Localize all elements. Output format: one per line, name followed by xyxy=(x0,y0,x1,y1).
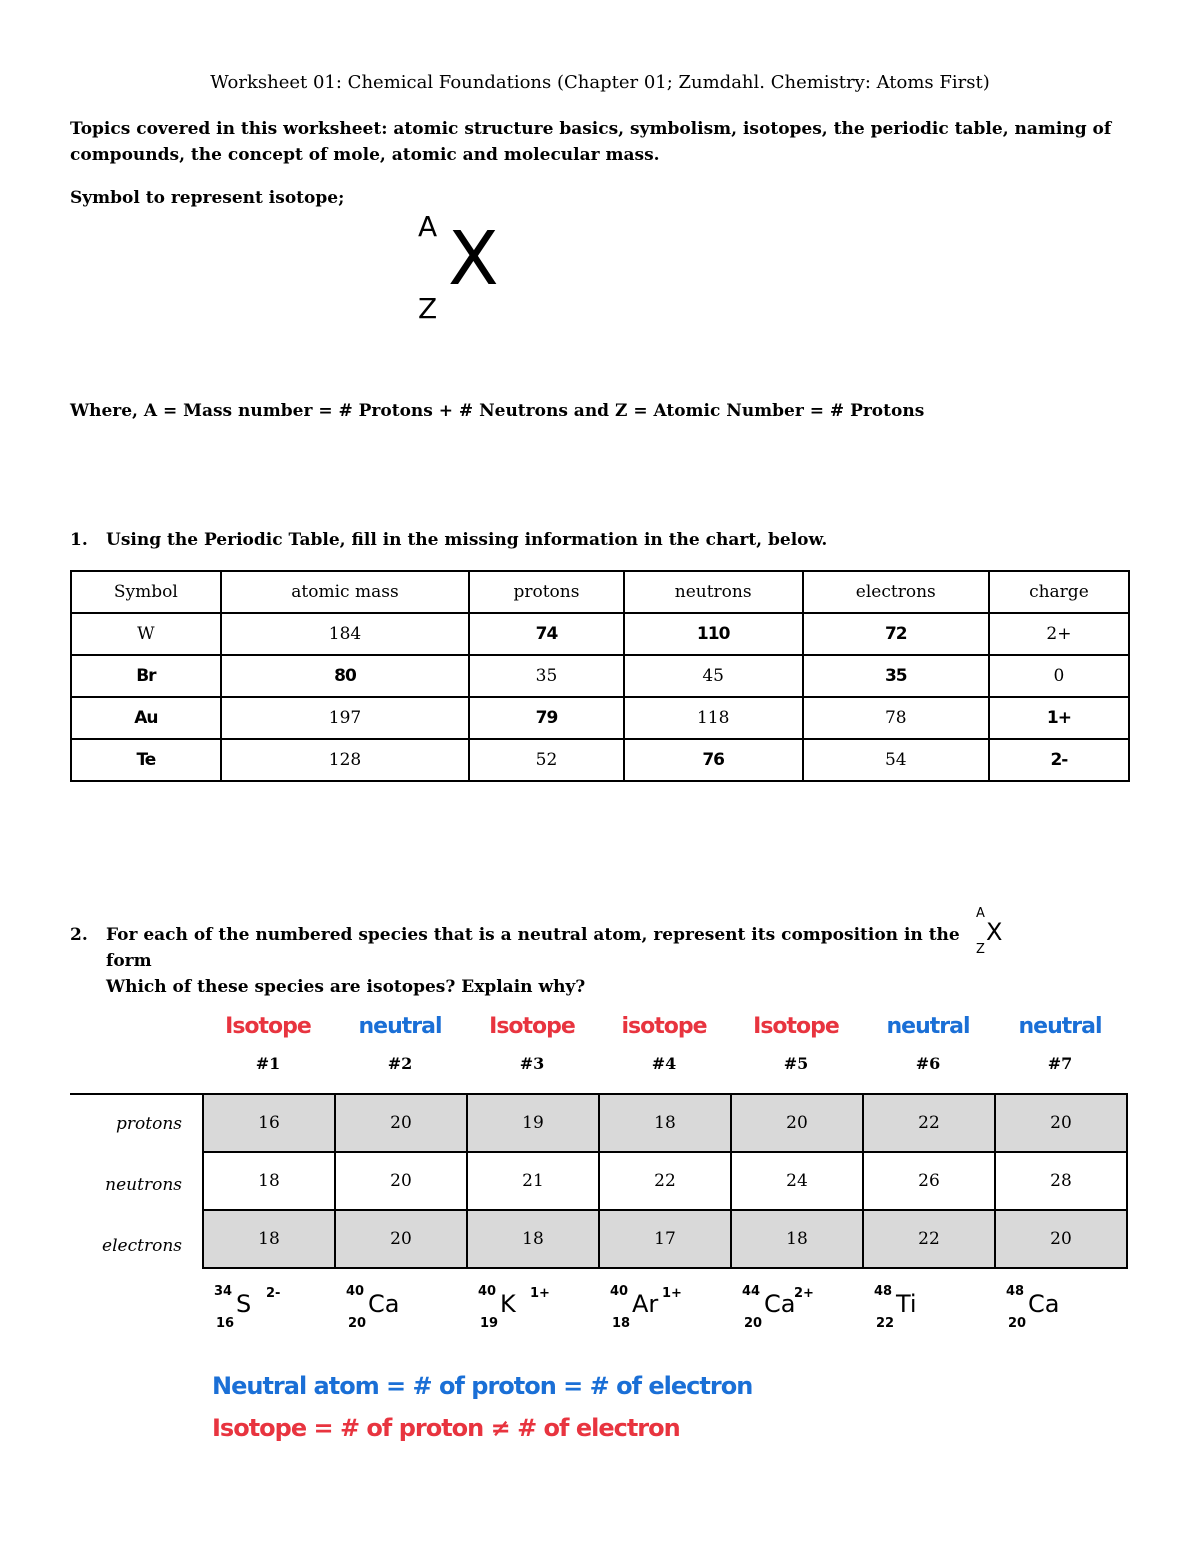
protons-cell: 18 xyxy=(599,1094,731,1152)
electrons-cell: 17 xyxy=(599,1210,731,1268)
isotope-symbol-caption: Symbol to represent isotope; xyxy=(70,188,345,208)
form-element-symbol: X xyxy=(986,918,1003,946)
notation-element: Ca xyxy=(764,1290,796,1318)
notation-charge: 2- xyxy=(266,1286,281,1301)
header-symbol: Symbol xyxy=(71,571,221,613)
species-number: #2 xyxy=(387,1054,413,1073)
form-mass-number-label: A xyxy=(976,906,985,921)
isotope-notation xyxy=(730,1282,862,1342)
electrons-cell: 20 xyxy=(995,1210,1127,1268)
isotope-mass-number-label: A xyxy=(418,210,438,243)
cell-protons-handwritten: 79 xyxy=(469,697,623,739)
neutrons-cell: 26 xyxy=(863,1152,995,1210)
neutrons-cell: 22 xyxy=(599,1152,731,1210)
notation-atomic: 16 xyxy=(216,1316,235,1331)
isotope-notation xyxy=(598,1282,730,1342)
species-numbers xyxy=(202,1054,1128,1078)
cell-neutrons-handwritten: 76 xyxy=(624,739,803,781)
notation-charge: 2+ xyxy=(794,1286,814,1301)
isotope-element-symbol: X xyxy=(448,216,499,302)
cell-neutrons: 118 xyxy=(624,697,803,739)
row-label-protons: protons xyxy=(116,1114,182,1134)
header-electrons: electrons xyxy=(803,571,989,613)
cell-atomic-mass: 128 xyxy=(221,739,469,781)
cell-atomic-mass-handwritten: 80 xyxy=(221,655,469,697)
species-number: #1 xyxy=(255,1054,281,1073)
protons-cell: 20 xyxy=(995,1094,1127,1152)
species-number: #6 xyxy=(915,1054,941,1073)
species-tag-2: neutral xyxy=(358,1014,442,1039)
cell-protons-handwritten: 74 xyxy=(469,613,623,655)
cell-electrons-handwritten: 72 xyxy=(803,613,989,655)
species-number: #4 xyxy=(651,1054,677,1073)
form-atomic-number-label: Z xyxy=(976,942,985,957)
protons-cell: 19 xyxy=(467,1094,599,1152)
species-number: #7 xyxy=(1047,1054,1073,1073)
electrons-cell: 18 xyxy=(731,1210,863,1268)
neutrons-cell: 18 xyxy=(203,1152,335,1210)
isotope-notation xyxy=(466,1282,598,1342)
table-row xyxy=(71,655,1129,697)
topics-covered: Topics covered in this worksheet: atomic structure basics, symbolism, isotopes, the periodic table, naming of compounds, the concept of mole, atomic and molecular mass. xyxy=(70,119,1112,165)
species-tag-6: neutral xyxy=(886,1014,970,1039)
table-row-electrons xyxy=(203,1210,1127,1268)
species-tag-4: isotope xyxy=(621,1014,707,1039)
table-row-neutrons xyxy=(203,1152,1127,1210)
question-1 xyxy=(70,530,827,550)
protons-cell: 22 xyxy=(863,1094,995,1152)
isotope-notation xyxy=(994,1282,1126,1342)
notation-atomic: 18 xyxy=(612,1316,631,1331)
notation-mass: 44 xyxy=(742,1284,761,1299)
isotope-notation xyxy=(202,1282,334,1342)
notation-atomic: 22 xyxy=(876,1316,895,1331)
notation-atomic: 20 xyxy=(1008,1316,1027,1331)
protons-cell: 20 xyxy=(335,1094,467,1152)
notation-mass: 48 xyxy=(1006,1284,1025,1299)
question-2-number: 2. xyxy=(70,925,88,945)
protons-cell: 16 xyxy=(203,1094,335,1152)
header-protons: protons xyxy=(469,571,623,613)
cell-electrons: 78 xyxy=(803,697,989,739)
neutrons-cell: 21 xyxy=(467,1152,599,1210)
notation-atomic: 20 xyxy=(744,1316,763,1331)
cell-charge: 0 xyxy=(989,655,1129,697)
electrons-cell: 22 xyxy=(863,1210,995,1268)
cell-atomic-mass: 184 xyxy=(221,613,469,655)
question-1-number: 1. xyxy=(70,530,88,550)
cell-neutrons-handwritten: 110 xyxy=(624,613,803,655)
cell-symbol-handwritten: Te xyxy=(71,739,221,781)
element-chart-header xyxy=(71,571,1129,613)
question-2-line-2: Which of these species are isotopes? Explain why? xyxy=(106,977,586,997)
table-row xyxy=(71,739,1129,781)
neutrons-cell: 20 xyxy=(335,1152,467,1210)
notation-element: Ca xyxy=(368,1290,400,1318)
header-atomic-mass: atomic mass xyxy=(221,571,469,613)
protons-cell: 20 xyxy=(731,1094,863,1152)
notation-atomic: 20 xyxy=(348,1316,367,1331)
header-neutrons: neutrons xyxy=(624,571,803,613)
species-tag-5: Isotope xyxy=(753,1014,839,1039)
electrons-cell: 20 xyxy=(335,1210,467,1268)
row-label-divider xyxy=(70,1093,202,1095)
worksheet-title: Worksheet 01: Chemical Foundations (Chapter 01; Zumdahl. Chemistry: Atoms First) xyxy=(210,72,990,93)
row-label-neutrons: neutrons xyxy=(105,1175,182,1195)
cell-electrons: 54 xyxy=(803,739,989,781)
cell-symbol-handwritten: Br xyxy=(71,655,221,697)
element-chart xyxy=(70,570,1130,782)
species-tags xyxy=(202,1014,1128,1054)
notation-charge: 1+ xyxy=(662,1286,682,1301)
isotope-notation xyxy=(334,1282,466,1342)
species-number: #5 xyxy=(783,1054,809,1073)
cell-symbol: W xyxy=(71,613,221,655)
notation-element: S xyxy=(236,1290,252,1318)
notation-mass: 34 xyxy=(214,1284,233,1299)
neutrons-cell: 24 xyxy=(731,1152,863,1210)
row-label-electrons: electrons xyxy=(102,1236,182,1256)
question-2-line-1: For each of the numbered species that is a neutral atom, represent its composition in the form xyxy=(106,925,960,971)
isotope-atomic-number-label: Z xyxy=(418,292,438,325)
neutrons-cell: 28 xyxy=(995,1152,1127,1210)
notation-mass: 48 xyxy=(874,1284,893,1299)
species-table xyxy=(202,1093,1128,1269)
cell-electrons-handwritten: 35 xyxy=(803,655,989,697)
cell-charge-handwritten: 1+ xyxy=(989,697,1129,739)
electrons-cell: 18 xyxy=(203,1210,335,1268)
table-row xyxy=(71,613,1129,655)
notation-mass: 40 xyxy=(346,1284,365,1299)
notation-element: Ti xyxy=(896,1290,917,1318)
notation-atomic: 19 xyxy=(480,1316,499,1331)
cell-protons: 35 xyxy=(469,655,623,697)
species-tag-1: Isotope xyxy=(225,1014,311,1039)
isotope-note: Isotope = # of proton ≠ # of electron xyxy=(212,1414,680,1442)
species-tag-7: neutral xyxy=(1018,1014,1102,1039)
cell-neutrons: 45 xyxy=(624,655,803,697)
cell-protons: 52 xyxy=(469,739,623,781)
electrons-cell: 18 xyxy=(467,1210,599,1268)
definition-line: Where, A = Mass number = # Protons + # Neutrons and Z = Atomic Number = # Protons xyxy=(70,401,925,421)
cell-charge: 2+ xyxy=(989,613,1129,655)
notation-charge: 1+ xyxy=(530,1286,550,1301)
table-row-protons xyxy=(203,1094,1127,1152)
isotope-notations xyxy=(202,1282,1128,1342)
notation-mass: 40 xyxy=(478,1284,497,1299)
cell-atomic-mass: 197 xyxy=(221,697,469,739)
species-tag-3: Isotope xyxy=(489,1014,575,1039)
question-2 xyxy=(70,922,960,997)
species-number: #3 xyxy=(519,1054,545,1073)
notation-mass: 40 xyxy=(610,1284,629,1299)
header-charge: charge xyxy=(989,571,1129,613)
notation-element: Ar xyxy=(632,1290,659,1318)
neutral-atom-note: Neutral atom = # of proton = # of electron xyxy=(212,1372,753,1400)
cell-symbol-handwritten: Au xyxy=(71,697,221,739)
cell-charge-handwritten: 2- xyxy=(989,739,1129,781)
isotope-notation xyxy=(862,1282,994,1342)
table-row xyxy=(71,697,1129,739)
notation-element: Ca xyxy=(1028,1290,1060,1318)
notation-element: K xyxy=(500,1290,516,1318)
question-1-text: Using the Periodic Table, fill in the missing information in the chart, below. xyxy=(106,530,828,550)
